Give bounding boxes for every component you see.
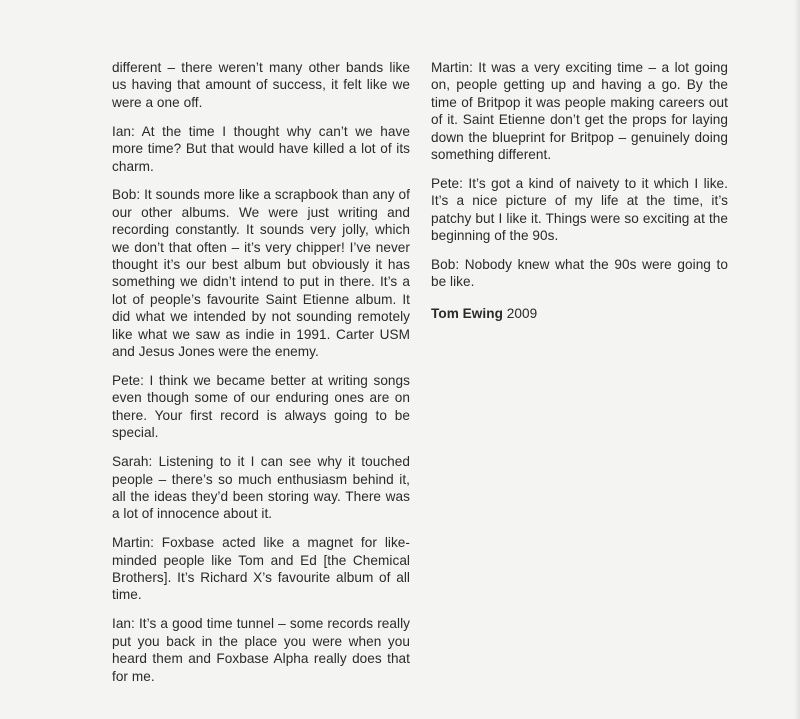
- paragraph: Bob: It sounds more like a scrapbook than any of our other albums. We were just writing and recording constantly. It sounds very jolly, which we don’t that often – it’s very chipper! I’ve never thought it’s our best album but obviously it has something we didn’t intend to put in there. It’s a lot of people’s favourite Saint Etienne album. It did what we intended by not sounding remotely like what we saw as indie in 1991. Carter USM and Jesus Jones were the enemy.: [112, 187, 410, 360]
- paragraph: Pete: It’s got a kind of naivety to it which I like. It’s a nice picture of my life at the time, it’s patchy but I like it. Things were so exciting at the beginning of the 90s.: [431, 175, 728, 244]
- author-signature: [431, 305, 728, 322]
- right-column: [431, 59, 728, 322]
- paragraph: Pete: I think we became better at writing songs even though some of our enduring ones are on there. Your first record is always going to be special.: [112, 373, 410, 441]
- paragraph: Martin: Foxbase acted like a magnet for like-minded people like Tom and Ed [the Chemical Brothers]. It’s Richard X’s favourite album of all time.: [112, 535, 410, 603]
- paragraph: Martin: It was a very exciting time – a lot going on, people getting up and having a go. By the time of Britpop it was people making careers out of it. Saint Etienne don’t get the props for laying down the blueprint for Britpop – genuinely doing something different.: [431, 60, 728, 163]
- author-name: Tom Ewing: [431, 305, 503, 321]
- paragraph: Ian: At the time I thought why can’t we have more time? But that would have killed a lot of its charm.: [112, 123, 410, 174]
- left-column: [112, 59, 410, 697]
- paragraph: Bob: Nobody knew what the 90s were going to be like.: [431, 257, 728, 290]
- signature-year: 2009: [506, 305, 538, 321]
- paragraph: Sarah: Listening to it I can see why it touched people – there’s so much enthusiasm behind it, all the ideas they’d been storing way. There was a lot of innocence about it.: [112, 454, 410, 522]
- page-edge-shadow: [794, 0, 800, 719]
- paragraph: Ian: It’s a good time tunnel – some records really put you back in the place you were when you heard them and Foxbase Alpha really does that for me.: [112, 616, 410, 684]
- paragraph: different – there weren’t many other bands like us having that amount of success, it felt like we were a one off.: [112, 60, 410, 110]
